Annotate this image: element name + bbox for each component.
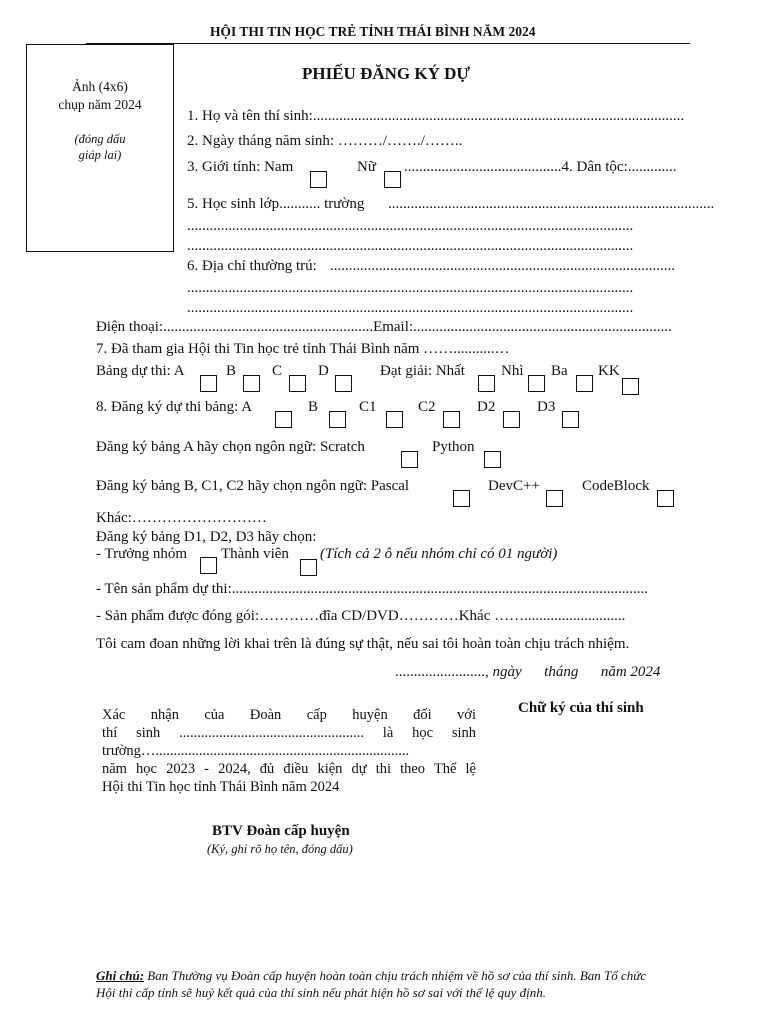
confirm-line-3: trường…...................................................................... (102, 743, 410, 759)
register-d2-checkbox[interactable] (503, 411, 520, 428)
award-first-checkbox[interactable] (478, 375, 495, 392)
leader-checkbox[interactable] (200, 557, 217, 574)
footer-note-line-2: Hội thi cấp tỉnh sẽ huỷ kết quả của thí sinh nếu phát hiện hồ sơ sai với thể lệ quy định. (96, 985, 547, 1000)
award-second-label: Nhì (501, 363, 524, 379)
female-label: Nữ (357, 159, 376, 175)
lang-b-label: Đăng ký bảng B, C1, C2 hãy chọn ngôn ngữ: Pascal (96, 478, 410, 494)
btv-note: (Ký, ghi rõ họ tên, đóng dấu) (207, 842, 353, 856)
photo-size-label: Ảnh (4x6) (72, 79, 128, 94)
address-field[interactable]: ............................................................................................ (330, 258, 675, 274)
award-third-checkbox[interactable] (576, 375, 593, 392)
register-b-checkbox[interactable] (329, 411, 346, 428)
other-language-field[interactable]: Khác:……………………… (96, 510, 267, 526)
date-line[interactable] (395, 664, 660, 681)
photo-year-label: chụp năm 2024 (58, 97, 142, 112)
award-second-checkbox[interactable] (528, 375, 545, 392)
dob-field[interactable]: 2. Ngày tháng năm sinh: ………/……./…….. (187, 133, 463, 149)
devc-label: DevC++ (488, 478, 540, 494)
address-dots-line-2[interactable]: ....................................................................................................................... (187, 300, 634, 316)
table-b-checkbox[interactable] (243, 375, 260, 392)
contest-table-label: Bảng dự thi: A (96, 363, 185, 379)
table-c-label: C (272, 363, 283, 379)
address-label: 6. Địa chỉ thường trú: (187, 258, 317, 274)
confirm-line-2: thí sinh ................................................... là học sinh (102, 725, 476, 741)
confirm-line-5: Hội thi Tin học tỉnh Thái Bình năm 2024 (102, 779, 340, 795)
d-tables-label: Đăng ký bảng D1, D2, D3 hãy chọn: (96, 529, 317, 545)
school-dots-line-1[interactable]: ....................................................................................................................... (187, 218, 634, 234)
python-label: Python (432, 439, 475, 455)
header-rule (86, 43, 690, 44)
form-title: PHIẾU ĐĂNG KÝ DỰ (302, 64, 470, 83)
table-a-checkbox[interactable] (200, 375, 217, 392)
register-c2-checkbox[interactable] (443, 411, 460, 428)
btv-label: BTV Đoàn cấp huyện (212, 823, 350, 839)
footer-note-line-1 (96, 968, 646, 984)
female-checkbox[interactable] (384, 171, 401, 188)
school-field[interactable]: ....................................................................................... (388, 196, 715, 212)
gender-label: 3. Giới tính: Nam (187, 159, 294, 175)
footer-note-label: Ghi chú: (96, 968, 145, 983)
lang-a-label: Đăng ký bảng A hãy chọn ngôn ngữ: Scratch (96, 439, 365, 455)
table-b-label: B (226, 363, 237, 379)
register-table-label: 8. Đăng ký dự thi bảng: A (96, 399, 253, 415)
scratch-checkbox[interactable] (401, 451, 418, 468)
devc-checkbox[interactable] (546, 490, 563, 507)
school-dots-line-2[interactable]: ....................................................................................................................... (187, 238, 634, 254)
member-label: Thành viên (221, 546, 289, 562)
award-kk-label: KK (598, 363, 620, 379)
codeblock-label: CodeBlock (582, 478, 650, 494)
ethnicity-field[interactable]: ..........................................4. Dân tộc:............. (404, 159, 677, 175)
phone-email-field[interactable]: Điện thoại:........................................................Email:..................................................................... (96, 319, 672, 335)
confirm-line-4: năm học 2023 - 2024, đủ điều kiện dự thi theo Thể lệ (102, 761, 476, 777)
pascal-checkbox[interactable] (453, 490, 470, 507)
table-d-label: D (318, 363, 329, 379)
register-a-checkbox[interactable] (275, 411, 292, 428)
footer-note-text-1: Ban Thường vụ Đoàn cấp huyện hoàn toàn chịu trách nhiệm về hồ sơ của thí sinh. Ban Tổ chức (144, 968, 647, 983)
register-d3-checkbox[interactable] (562, 411, 579, 428)
codeblock-checkbox[interactable] (657, 490, 674, 507)
register-c2-label: C2 (418, 399, 436, 415)
confirm-line-1: Xác nhận của Đoàn cấp huyện đối với (102, 707, 476, 723)
award-label: Đạt giải: Nhất (380, 363, 465, 379)
address-dots-line-1[interactable]: ....................................................................................................................... (187, 280, 634, 296)
product-name-field[interactable]: - Tên sản phẩm dự thi:............................................................................................................... (96, 581, 648, 597)
member-note: (Tích cả 2 ô nếu nhóm chỉ có 01 người) (320, 546, 558, 562)
register-c1-label: C1 (359, 399, 377, 415)
date-text: ngày tháng năm 2024 (488, 664, 661, 680)
table-d-checkbox[interactable] (335, 375, 352, 392)
photo-box (26, 44, 174, 252)
photo-stamp-note-2: giáp lai) (78, 148, 122, 162)
male-checkbox[interactable] (310, 171, 327, 188)
award-third-label: Ba (551, 363, 568, 379)
product-pack-field[interactable]: - Sản phẩm được đóng gói:…………đĩa CD/DVD…………Khác ……........................... (96, 608, 626, 624)
python-checkbox[interactable] (484, 451, 501, 468)
register-c1-checkbox[interactable] (386, 411, 403, 428)
class-school-label: 5. Học sinh lớp........... trường (187, 196, 365, 212)
name-field[interactable]: 1. Họ và tên thí sinh:................................................................................................... (187, 108, 685, 124)
register-d3-label: D3 (537, 399, 556, 415)
district-confirmation (102, 706, 476, 796)
participated-line[interactable]: 7. Đã tham gia Hội thi Tin học trẻ tỉnh Thái Bình năm ……...........… (96, 341, 510, 357)
member-checkbox[interactable] (300, 559, 317, 576)
table-c-checkbox[interactable] (289, 375, 306, 392)
date-dots: ........................, (395, 664, 489, 680)
candidate-signature-label: Chữ ký của thí sinh (518, 700, 644, 716)
contest-title: HỘI THI TIN HỌC TRẺ TỈNH THÁI BÌNH NĂM 2024 (210, 24, 536, 39)
register-b-label: B (308, 399, 319, 415)
pledge-text: Tôi cam đoan những lời khai trên là đúng sự thật, nếu sai tôi hoàn toàn chịu trách nhiệm. (96, 636, 630, 652)
award-kk-checkbox[interactable] (622, 378, 639, 395)
photo-stamp-note-1: (đóng dấu (74, 132, 126, 146)
register-d2-label: D2 (477, 399, 496, 415)
leader-label: - Trưởng nhóm (96, 546, 188, 562)
